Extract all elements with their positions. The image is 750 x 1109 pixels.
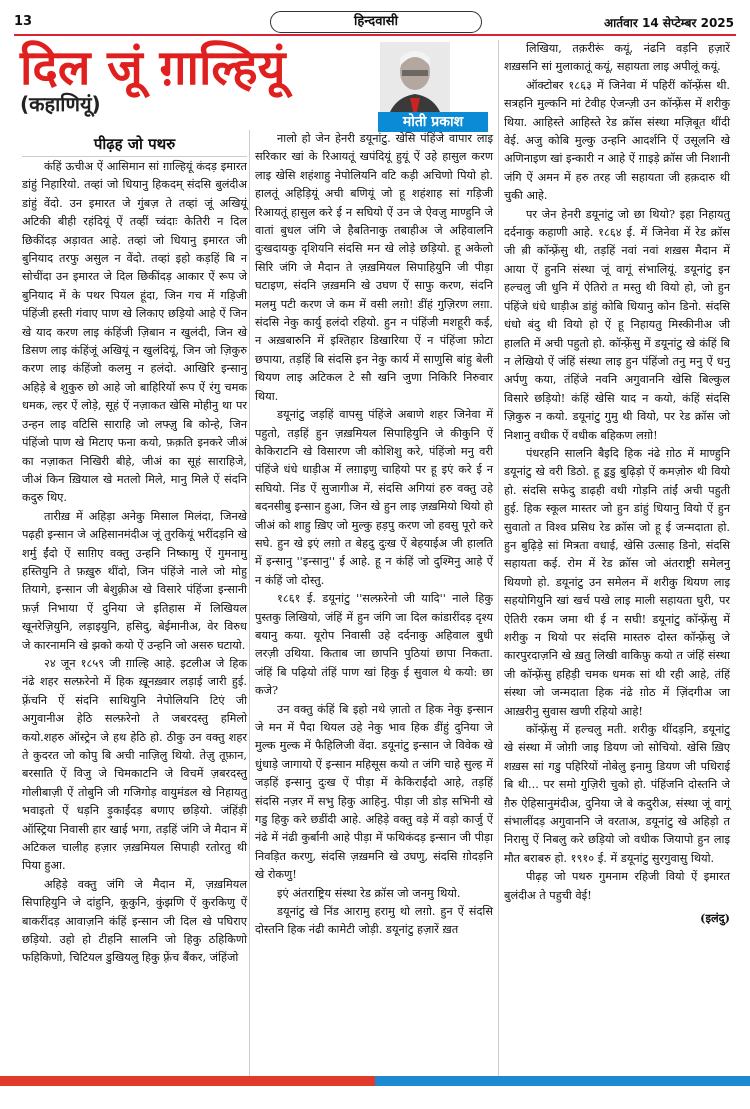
issue-date: आर्तवार 14 सेप्टेम्बर 2025 <box>604 16 734 30</box>
header-rule <box>14 34 736 36</box>
author-byline: मोती प्रकाश <box>378 112 488 132</box>
paragraph: पंधरहनि सालनि बैइदि हिक नंढे ग़ोठ में माण्हुनि डयूनांटु खे वरी डिठो. हू ड़्रडु बुढ़िड़ो ऐं कमज़ोरु थी वियो हो. संदसि सफेदु डाढ़ही वधी गोड़नि तांईं अची पहुती हुई. हिक स्कूल मास्तर जो हुन डांहुं धियानु वियो ऐं हुन सुवातो त विश्व प्रसिध रेड क्रॉस जो हू ई जन्मदाता हो. हुन बुढ़िड़े सां मित्रता वधाई, खेसि उत्साह डिनो, संदसि सहायता कई. रोम में रेड क्रॉस जो अंतराष्ट्री समेलनु थियणो हो. डयूनांटु उन समेलन में शरीकु थियण लाइ सहयोगियुनि खां खर्च पखे लाइ माली सहायता घुरी, पर ऐतिरी रकम जमा थी ई न सघी! डयूनांटु कॉन्फ़्रेंसु में शरीकु न थियो पर संदसि मास्तरु दोस्त कॉन्फ़्रेंसु जे कारपुरदाज़नि खे ख़तु लिखी वाकिफ़ु कयो त जंहिं संस्था जी कॉन्फ़्रेंसु हहिड़ी चमक धमक सां थी रही आहे, तंहिं संस्था जो जन्मदाता हिक नंढे ग़ोठ में ज़िंदगीअ जा आख़रीनु सुवास खणी रहियो आहे! <box>504 446 730 718</box>
paragraph: लिखिया, तक़रीरूं कयूं, नंढनि वड़नि हज़ारें शख़सनि सां मुलाकातूं कयूं, सहायता लाइ अपीलूं कयूं. <box>504 42 730 74</box>
page-number: 13 <box>14 14 33 29</box>
page-header <box>14 10 736 36</box>
paragraph: डयूनांटु खे निंड आरामु हरामु थो लग़ो. हुन ऐं संदसि दोस्तनि हिक नंढी कामेटी जोड़ी. डयूनांटु हज़ारें ख़त <box>255 905 493 937</box>
paragraph: डयूनांटु जड़हिं वापसु पंहिंजे अबाणे शहर जिनेवा में पहुतो, तड़हिं हुन ज़ख़मियल सिपाहियुनि जे कीकुनि ऐं केकिराटनि खे विसारण जी कोशिशु करे, पंहिंजो मनु वरी पंहिंजे धंधे धाड़ीअ में लग़ाइणु चाहियो पर हू इएं करे ई न सघियो. निंड ऐं सुजागीअ में, संदसि अगियां हरु वक्तु उहे बदनसीबु इन्सान हुआ, जिन खे हुन लाइ ज़ख़मियो थियो हो जीअं को शाहु ख़िए जो मुल्कु हड़पु करण जो हवसु पूरो करे सघे. हुन खे इएं लग़ो त बेहदु दुःख ऐं बेहयाईअ जी हालति में इन्सानु ''इन्सानु'' ई आहे. हू न कंहिं जो दुश्मिनु आहे ऐं न कंहिं जो दोस्तु. <box>255 408 493 587</box>
paragraph: ऑक्टोबर १८६३ में जिनेवा में पहिरीं कॉन्फ़्रेंस थी. सत्रहनि मुल्कनि मां टेवीह ऐजन्ज़ी उन कॉन्फ़्रेंस में शरीकु थिया. आहिस्ते आहिस्ते रेड क्रॉस संस्था मज़िबूत थींदी वेई. अजु कोबि मुल्कु उन्हनि आदर्शनि ऐं उसूलनि खे अणिनाइण खां इन्कारी न आहे ऐं ग़ाइड़े क्रॉस जी निशानी जंगि ऐं अमन में हरु तरह जी सहायता जी हक़दारु थी चुकी आहे. <box>504 78 730 203</box>
column-divider <box>249 130 250 1080</box>
paragraph: पर जेन हेनरी डयूनांटु जो छा थियो? इहा निहायतु दर्दनाकु कहाणी आहे. १८६४ ई. में जिनेवा में रेड क्रॉस जी ब़ी कॉन्फ़्रेंसु थी, तड़हिं नवां नवां शख़स मैदान में आया ऐं हुननि संस्था जूं वागूं संभालियूं. डयूनांटु इन हल्चलु जी धुनि में ऐतिरो त मस्तु थी वियो हो, जो हुन पंहिंजे धंधे धाड़ीअ डांहुं कोबि धियानु कोन डिनो. संदसि धंधो बंदु थी वियो हो ऐं हू निहायतु मिस्कीनीअ जी हालति में अची पहुतो हो. कॉन्फ़्रेंसु में डयूनांटु खे कंहिं बि न लेखियो ऐं जंहिं संस्था लाइ हुन पंहिंजो तनु मनु ऐं धनु अर्पणु कया, तंहिंजे नवनि अगुवाननि खेसि बिल्कुल विसारे छड़ियो! कंहिं खेसि याद न कयो, कंहिं संदसि ज़िकुरु न कयो. डयूनांटु गुमु थी वियो, पर रेड क्रॉस जो निशानु वधीक ऐं वधीक बहिकण लग़ो! <box>504 207 730 442</box>
masthead: हिन्दवासी <box>270 11 482 33</box>
paragraph: कॉन्फ़्रेंसु में हल्चलु मती. शरीकु थींदड़नि, डयूनांटु खे संस्था में जोग़ी जाइ डियण जो सोचियो. खेसि ख़िए शख़स सां गडु पहिरियों नोबेलु इनामु डियण जी पधिराई बि थी... पर समो गुज़िरी चुको हो. पंहिंजनि दोस्तनि जे ग़ैरु ऐहिसानुमंदीअ, दुनिया जे बे कदुरीअ, संस्था जूं वागूं संभालींदड़ अगुवाननि जे वरताअ, डयूनांटु खे अहिड़ो त निरासु ऐं निबलु करे छड़ियो जो वधीक जियापो हुन लाइ मौत बराबरु हो. १९१० ई. में डयूनांटु सुरगुवासु थियो. <box>504 723 730 865</box>
footer-bar-red <box>0 1076 375 1086</box>
paragraph: तारीख़ में अहिड़ा अनेकु मिसाल मिलंदा, जिनखे पढ़ही इन्सान जे अहिसानमंदीअ जूं तुरकियूं भरींदड़नि खे शर्मु ईंदो ऐं साग़िए वक्तु उन्हनि निष्कामु ऐं गुमनामु हस्तियुनि ते फ़ख़ुरु थींदो, जिन पंहिंजे नाले जो मोहु तियागे, इन्सान जी बेशुक़्रीअ खे विसारे पंहिंजा इन्सानी फ़र्ज़ निभाया ऐं दुनिया जे इतिहास में लिखियल खूनरेज़ियुनि, लड़ाइयुनि, हसिदु, बेईमानीअ, वेर विरुध जे कारनामनि खे झको कयो ऐं उन्हनि जो असरु घटायो. <box>22 509 247 652</box>
paragraph: इएं अंतराष्ट्रिय संस्था रेड क्रॉस जो जनमु थियो. <box>277 886 461 900</box>
page-title: दिल जूं ग़ाल्हियूं <box>20 40 286 96</box>
paragraph: उन वक्तु कंहिं बि इहो नथे ज़ातो त हिक नेकु इन्सान जे मन में पैदा थियल उहे नेकु भाव हिक डींहुं दुनिया जे मुल्क मुल्क में फैहिलिजी वेंदा. डयूनांटु इन्सान जे विवेक खे धुंधाड़े जागायो ऐं इन्सान महिसूस कयो त जंगि चाहे सुल्ह में जड़हिं इन्सानु दुःख ऐं पीड़ा में केकिराईंदो आहे, तड़हिं संदसि नज़र में सभु हिकु आहिनु. पीड़ा जी डोड़ सभिनी खे गडु हिकु करे छडींदी आहे. अहिड़े वक्तु वड़े में वड़ो कार्जु ऐं नंढे में नंढी कुर्बानी आहे पीड़ा में फथिकंदड़ इन्सान जी पीड़ा निवड़ित करणु, संदसि ज़ख़मनि खे उघणु, संदसि ग़ोदड़नि खे रोकणु! <box>255 702 493 882</box>
paragraph: अहिड़े वक्तु जंगि जे मैदान में, ज़ख़मियल सिपाहियुनि जे दांहुनि, कूकुनि, कुंझणि ऐं कुरकिणु ऐं बाकरींदड़ आवाज़नि कंहिं इन्सान जी दिल खे पघिराए छड़ियो. उहो हो टीहनि सालनि जो हिकु ठहिकिणो फहिकिणो, चिटियल डुखियलु हिकु फ़्रेंच बैंकर, जंहिंजो <box>22 877 247 965</box>
text-column-2 <box>255 130 493 940</box>
paragraph: नालो हो जेन हेनरी डयूनांटु. खेसि पंहिंजे वापार लाइ सरिकार खां के रिआयतूं खपंदियूं हुयूं ऐं उहे हासुल करण लाइ खेसि शहंशाहु नेपोलियनि वटि कड़ी अचिणो पियो हो. हालतूं अहिड़ियूं अची बणियूं जो हू शहंशाह सां गड़िजी रिआयतूं हासुल करे ई न सघियो ऐं उन जे ऐवज़ु माण्हुनि जे वातां बुधल जंगि जे हैबतिनाकु तबाहीअ जे अहिवालनि दुःखदायकु दृशियनि संदसि मन खे लोड़े छड़ियो. हू अकेलो सिरि जंगि जे मैदान ते ज़ख़मियल सिपाहियुनि जी पीड़ा घटाइण, संदनि ज़ख़मनि खे उघण ऐं साफु करण, संदनि मलमु पटी करण जे कम में वसी लग़ो! डींहं गुज़िरण लग़ा. संदसि नेकु कार्यु हलंदो रहियो. हुन न पंहिंजी मशहूरी कई, न अख़बारुनि में इश्तिहार डिखारिया ऐं न पंहिंजा फ़ोटा छपाया, तड़हिं बि संदसि इन नेकु कार्य में साणुसि बांहु बेली थियण लाइ अटिकल टे सौ खनि जुणा निकिरि निरुवार थिया. <box>255 132 493 403</box>
text-column-1 <box>22 158 247 968</box>
footer-bar-blue <box>375 1076 750 1086</box>
paragraph: १८६१ ई. डयूनांटु ''सल्फ़रेनो जी यादि'' नाले हिकु पुस्तकु लिखियो, जंहिं में हुन जंगि जा दिल कांडारींदड़ दृश्य बयानु कया. यूरोप निवासी उहे दर्दनाकु अहिवाल बुधी लरज़ी उथिया. किताब जा छापनि पुठियां छापा निकता. जंहिं बि पढ़ियो तंहिं पाण खां हिकु ई सुवाल थे कयो: छा कजे? <box>255 592 493 698</box>
paragraph: कंहिं ऊचीअ ऐं आसिमान सां ग़ाल्हियूं कंदड़ इमारत डांहुं निहारियो. तव्हां जो धियानु हिकदम् संदसि बुलंदीअ डांहुं वेंदो. उन इमारत जे गुंबज़ ते तव्हां जूं अखियूं अटिकी बीही रहंदियूं ऐं तव्हीं च्वंदाः केतिरी न दिल छिकींदड़ अड़ावत आहे. तव्हां जो धियानु इमारत जी बुनियाद तरफु असुल न वेंदो. तव्हां इहो कड़हिं बि न सोचींदा उन इमारत जे दिल छिकींदड़ आकार ऐं रूप जे बुनियाद में के पथर पियल हूंदा, जिन गच में गड़िजी पंहिंजी हस्ती गंवाए पाण खे लिकाए छड़ियो आहे ऐं जिन खे याद करण लाइ कंहिंजी ज़िबान न खुलंदी, जिन खे डिसण लाइ कंहिंजूं अखियूं न खुलंदियूं, जिन जो ज़िकुरु करण लाइ कंहिंजो कलमु न हलंदो. आखिरि इन्सानु अहिड़े बे शुकुरु छो आहे जो बाहिरियों रूप ऐं रंगु चमक धमक, ल्हर ऐं लोड़े, सूहं ऐं नज़ाकत खेसि मोहीनु था पर उन्हन लाइ वटिसि साराहि जो लफ्ज़ु बि कोन्हे, जिन पंहिंजो पाण खे मिटाए फना कयो, फ़क़ति इनकरे जीअं का नज़ाकत निखिरी बीहे, जीअं का सूहं साराहिजे, जीअं किन ख़ियाल खे मतलो मिले, मानु मिले ऐं संदनि कदुरु थिए. <box>22 160 247 505</box>
story-title: पीढ़ह जो पथरु <box>22 134 247 157</box>
page-subtitle: (कहाणियूं) <box>20 92 101 116</box>
paragraph: पीढ़ह जो पथरु गुमनाम रहिजी वियो ऐं इमारत बुलंदीअ ते पहुची वेई! <box>504 870 730 902</box>
paragraph: २४ जून १८५९ जी ग़ाल्हि आहे. इटलीअ जे हिक नंढे शहर सल्फ़रेनो में हिक ख़ूनख़्वार लड़ाई जारी हुई. फ़्रेंचनि ऐं संदनि साथियुनि नेपोलियनि टिएं जी अगुवानीअ हेठि सल्फ़रेनो ते जबरदस्तु हमिलो कयो.शहरु ऑस्ट्रेन जे हथ हेठि हो. ठीकु उन वक्तु शहर ते कुदरत जो कोपु बि अची नाज़िलु थियो. तेज़ु तूफ़ान, बरसाति ऐं विजु जे चिमकाटनि जे विचमें ज़बरदस्तु गोलीबाज़ी ऐं तोबुनि जी गजिगोड़ वायुमंडल खे निहायतु भवाइतो ऐं धड़नि ड़ुकाईंदड़ बणाए छड़ियो. जंहिंड़ी ऑस्ट्रिया निवासी हार खाई भगा, तड़हिं जंगि जे मैदान में अटिकल चालीह हज़ार ज़ख़मियल सिपाही रतोरतु थी पिया हुआ. <box>22 656 247 873</box>
text-column-3 <box>504 40 730 928</box>
source-credit: (इलंदु) <box>700 911 730 926</box>
column-divider <box>498 40 499 1080</box>
